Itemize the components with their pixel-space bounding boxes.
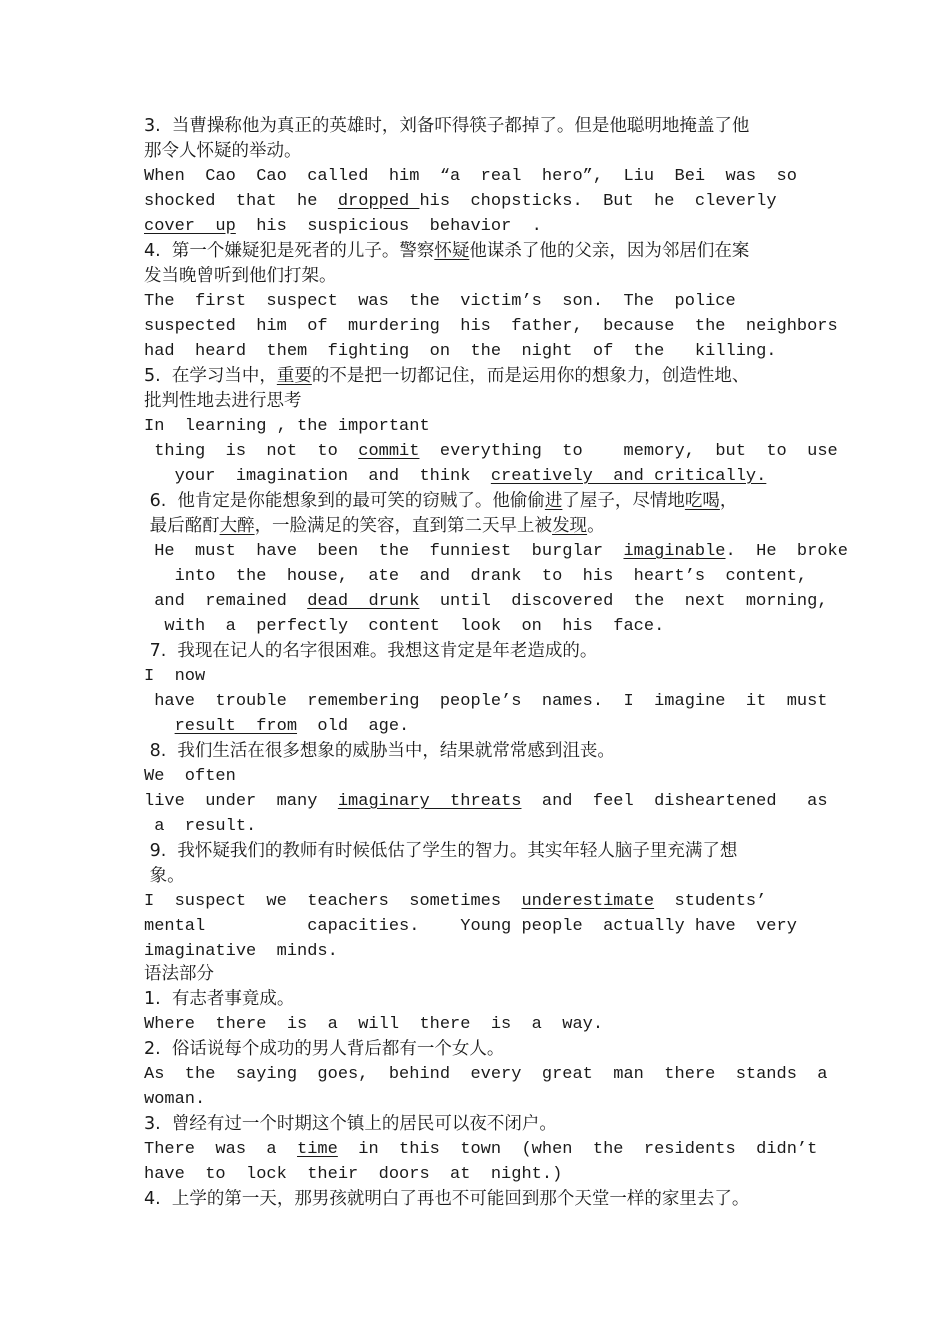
text-line xyxy=(144,139,302,164)
text-line xyxy=(144,539,848,564)
underlined-term: commit xyxy=(358,442,420,461)
text-line xyxy=(144,464,766,489)
text-run: have trouble remembering people’s names. I imagine it must xyxy=(144,692,828,711)
text-line xyxy=(144,364,749,389)
text-line xyxy=(144,114,749,139)
underlined-term: time xyxy=(297,1140,338,1159)
text-run: I suspect we teachers sometimes xyxy=(144,892,522,911)
text-line xyxy=(144,1037,504,1062)
text-line xyxy=(144,289,736,314)
text-run: until discovered the next morning, xyxy=(419,592,828,611)
text-run: 最后酩酊 xyxy=(144,516,220,536)
text-run: 3. 当曹操称他为真正的英雄时，刘备吓得筷子都掉了。但是他聪明地掩盖了他 xyxy=(144,116,750,136)
text-run: shocked that he xyxy=(144,192,338,211)
text-line xyxy=(144,214,542,239)
text-run: There was a xyxy=(144,1140,298,1159)
text-run: 象。 xyxy=(144,866,185,886)
underlined-term: 吃喝 xyxy=(684,491,720,511)
text-run: everything to memory, but to use xyxy=(419,442,838,461)
text-run: have to lock their doors at night.) xyxy=(144,1165,563,1184)
text-line xyxy=(144,264,337,289)
text-run: 4. 第一个嫌疑犯是死者的儿子。警察 xyxy=(144,241,435,261)
text-run: 。 xyxy=(587,516,605,536)
text-run: 8. 我们生活在很多想象的威胁当中，结果就常常感到沮丧。 xyxy=(144,741,615,761)
text-run: suspected him of murdering his father, because the neighbors xyxy=(144,317,838,336)
text-line xyxy=(144,814,256,839)
text-line xyxy=(144,239,749,264)
underlined-term: 大醉 xyxy=(219,516,255,536)
underlined-term: underestimate xyxy=(521,892,655,911)
text-run: 2. 俗话说每个成功的男人背后都有一个女人。 xyxy=(144,1039,505,1059)
text-run: 1. 有志者事竟成。 xyxy=(144,989,295,1009)
text-run: with a perfectly content look on his face. xyxy=(144,617,665,636)
underlined-term: 发现 xyxy=(552,516,588,536)
text-run: thing is not to xyxy=(144,442,359,461)
text-line xyxy=(144,1087,205,1112)
text-line xyxy=(144,589,828,614)
text-run: ，一脸满足的笑容，直到第二天早上被 xyxy=(254,516,553,536)
text-run: He must have been the funniest burglar xyxy=(144,542,624,561)
text-run: 他谋杀了他的父亲，因为邻居们在案 xyxy=(469,241,750,261)
underlined-term: imaginary threats xyxy=(337,792,522,811)
text-run: his chopsticks. But he cleverly xyxy=(419,192,777,211)
underlined-term: 进 xyxy=(544,491,563,511)
text-line xyxy=(144,1137,817,1162)
text-run: his suspicious behavior . xyxy=(235,217,542,236)
text-run: 6. 他肯定是你能想象到的最可笑的窃贼了。他偷偷 xyxy=(144,491,545,511)
text-line xyxy=(144,664,205,689)
text-run: 了屋子，尽情地 xyxy=(562,491,685,511)
text-run: mental capacities. Young people actually have very xyxy=(144,917,797,936)
underlined-term: 重要 xyxy=(276,366,312,386)
text-line xyxy=(144,714,409,739)
text-line xyxy=(144,1162,562,1187)
text-run: 发当晚曾听到他们打架。 xyxy=(144,266,337,286)
text-line xyxy=(144,839,737,864)
text-run: In learning , the important xyxy=(144,417,430,436)
text-run: in this town (when the residents didn’t xyxy=(337,1140,818,1159)
text-run: ， xyxy=(719,491,738,511)
text-run: 7. 我现在记人的名字很困难。我想这肯定是年老造成的。 xyxy=(144,641,598,661)
underlined-term: imaginable xyxy=(623,542,726,561)
text-run: 批判性地去进行思考 xyxy=(144,391,302,411)
text-run: live under many xyxy=(144,792,338,811)
text-line xyxy=(144,514,605,539)
text-run: old age. xyxy=(297,717,410,736)
text-run: your imagination and think xyxy=(144,467,491,486)
text-run: We often xyxy=(144,767,236,786)
text-run: students’ xyxy=(654,892,767,911)
text-run: and remained xyxy=(144,592,308,611)
text-run: 的不是把一切都记住，而是运用你的想象力，创造性地、 xyxy=(311,366,750,386)
text-run: 5. 在学习当中， xyxy=(144,366,277,386)
text-line xyxy=(144,614,664,639)
section-heading xyxy=(144,962,214,987)
text-run: 那令人怀疑的举动。 xyxy=(144,141,302,161)
text-line xyxy=(144,314,838,339)
text-line xyxy=(144,889,766,914)
underlined-term: 怀疑 xyxy=(434,241,470,261)
text-run: 9. 我怀疑我们的教师有时候低估了学生的智力。其实年轻人脑子里充满了想 xyxy=(144,841,738,861)
text-run xyxy=(144,717,175,736)
text-line xyxy=(144,164,797,189)
text-line xyxy=(144,789,828,814)
text-run: 4. 上学的第一天，那男孩就明白了再也不可能回到那个天堂一样的家里去了。 xyxy=(144,1189,750,1209)
text-line xyxy=(144,1062,828,1087)
text-line xyxy=(144,489,737,514)
text-run: . He broke xyxy=(725,542,848,561)
text-run: When Cao Cao called him “a real hero”, Liu Bei was so xyxy=(144,167,797,186)
text-line xyxy=(144,564,807,589)
text-line xyxy=(144,987,294,1012)
text-run: into the house, ate and drank to his heart’s content, xyxy=(144,567,808,586)
underlined-term: creatively and critically. xyxy=(490,467,767,486)
underlined-term: dropped xyxy=(337,192,420,211)
text-line xyxy=(144,414,430,439)
underlined-term: cover up xyxy=(144,217,236,236)
text-line xyxy=(144,639,597,664)
text-run: woman. xyxy=(144,1090,206,1109)
text-run: I now xyxy=(144,667,206,686)
text-line xyxy=(144,189,777,214)
text-line xyxy=(144,739,615,764)
text-line xyxy=(144,339,777,364)
text-line xyxy=(144,1112,557,1137)
text-line xyxy=(144,1187,749,1212)
underlined-term: result from xyxy=(174,717,298,736)
text-line xyxy=(144,689,828,714)
text-line xyxy=(144,939,338,964)
text-run: The first suspect was the victim’s son. The police xyxy=(144,292,736,311)
text-run: imaginative minds. xyxy=(144,942,338,961)
text-line xyxy=(144,864,185,889)
text-line xyxy=(144,914,797,939)
text-run: had heard them fighting on the night of the killing. xyxy=(144,342,777,361)
text-line xyxy=(144,439,838,464)
text-run: Where there is a will there is a way. xyxy=(144,1015,604,1034)
text-run: 3. 曾经有过一个时期这个镇上的居民可以夜不闭户。 xyxy=(144,1114,557,1134)
text-line xyxy=(144,764,236,789)
text-run: As the saying goes, behind every great man there stands a xyxy=(144,1065,828,1084)
underlined-term: dead drunk xyxy=(307,592,420,611)
text-run: and feel disheartened as xyxy=(521,792,828,811)
text-run: 语法部分 xyxy=(144,964,214,984)
text-run: a result. xyxy=(144,817,257,836)
text-line xyxy=(144,389,302,414)
text-line xyxy=(144,1012,603,1037)
